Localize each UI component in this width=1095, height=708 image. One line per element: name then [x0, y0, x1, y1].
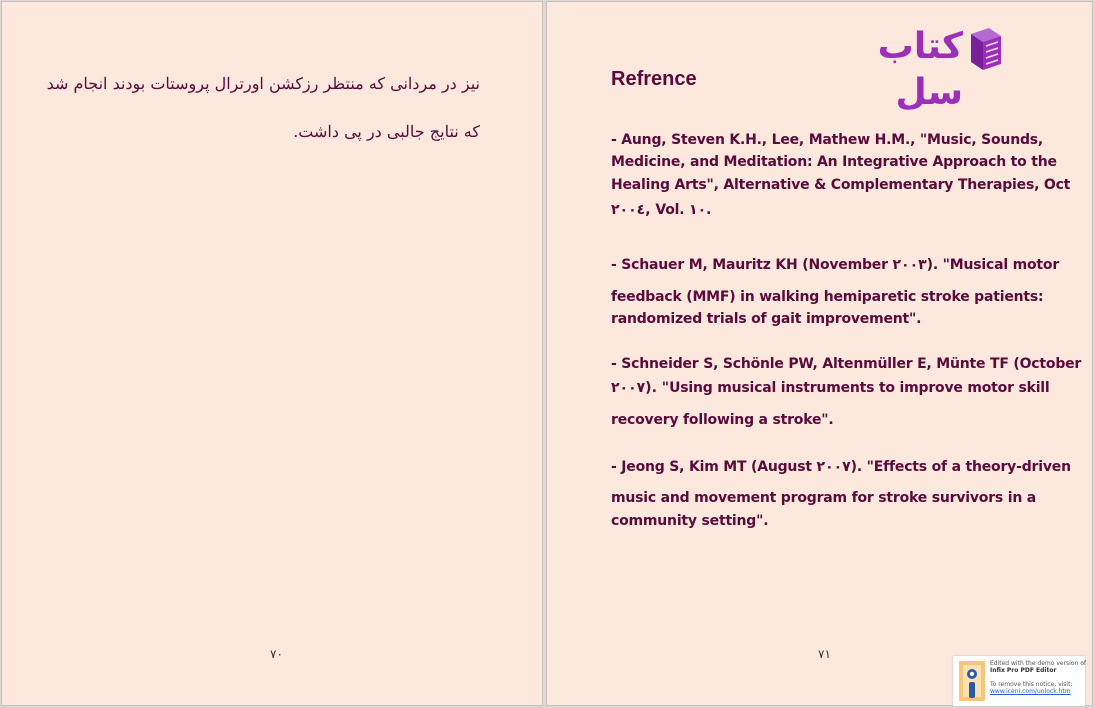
logo — [827, 24, 1007, 113]
page-number-right: ۷۱ — [818, 647, 831, 661]
body-text-line-2: که نتایج جالبی در پی داشت. — [293, 122, 480, 141]
left-page — [1, 1, 543, 706]
infix-logo-icon — [955, 657, 989, 705]
watermark-line-3: To remove this notice, visit: — [990, 681, 1073, 688]
reference-line: feedback (MMF) in walking hemiparetic stroke patients: — [611, 289, 1044, 305]
logo-text: کتاب سل — [877, 26, 963, 113]
right-page — [546, 1, 1093, 706]
reference-line: community setting". — [611, 513, 769, 529]
watermark-line-1: Edited with the demo version of — [990, 660, 1087, 667]
reference-line: recovery following a stroke". — [611, 412, 834, 428]
reference-line: - Schauer M, Mauritz KH (November ۲۰۰۳). "Musical motor — [611, 257, 1060, 273]
watermark-line-2: Infix Pro PDF Editor — [990, 667, 1057, 674]
reference-line: randomized trials of gait improvement". — [611, 311, 922, 327]
page-number-left: ۷۰ — [270, 647, 283, 661]
reference-line: Medicine, and Meditation: An Integrative Approach to the — [611, 154, 1057, 170]
reference-line: music and movement program for stroke survivors in a — [611, 490, 1037, 506]
reference-line: - Aung, Steven K.H., Lee, Mathew H.M., "Music, Sounds, — [611, 132, 1044, 148]
reference-line: ۲۰۰۷). "Using musical instruments to improve motor skill — [611, 380, 1050, 396]
reference-line: - Schneider S, Schönle PW, Altenmüller E, Münte TF (October — [611, 356, 1082, 372]
reference-line: Healing Arts", Alternative & Complementary Therapies, Oct — [611, 177, 1071, 193]
reference-line: - Jeong S, Kim MT (August ۲۰۰۷). "Effects of a theory-driven — [611, 459, 1071, 475]
watermark-unlock-link[interactable]: www.iceni.com/unlock.htm — [990, 688, 1071, 695]
references-heading: Refrence — [611, 68, 697, 90]
book-icon — [967, 26, 1005, 72]
body-text-line-1: نیز در مردانی که منتظر رزکشن اورترال پروستات بودند انجام شد — [46, 74, 480, 93]
reference-line: ۲۰۰٤, Vol. ۱۰. — [611, 202, 712, 218]
infix-watermark-badge — [953, 656, 1085, 706]
